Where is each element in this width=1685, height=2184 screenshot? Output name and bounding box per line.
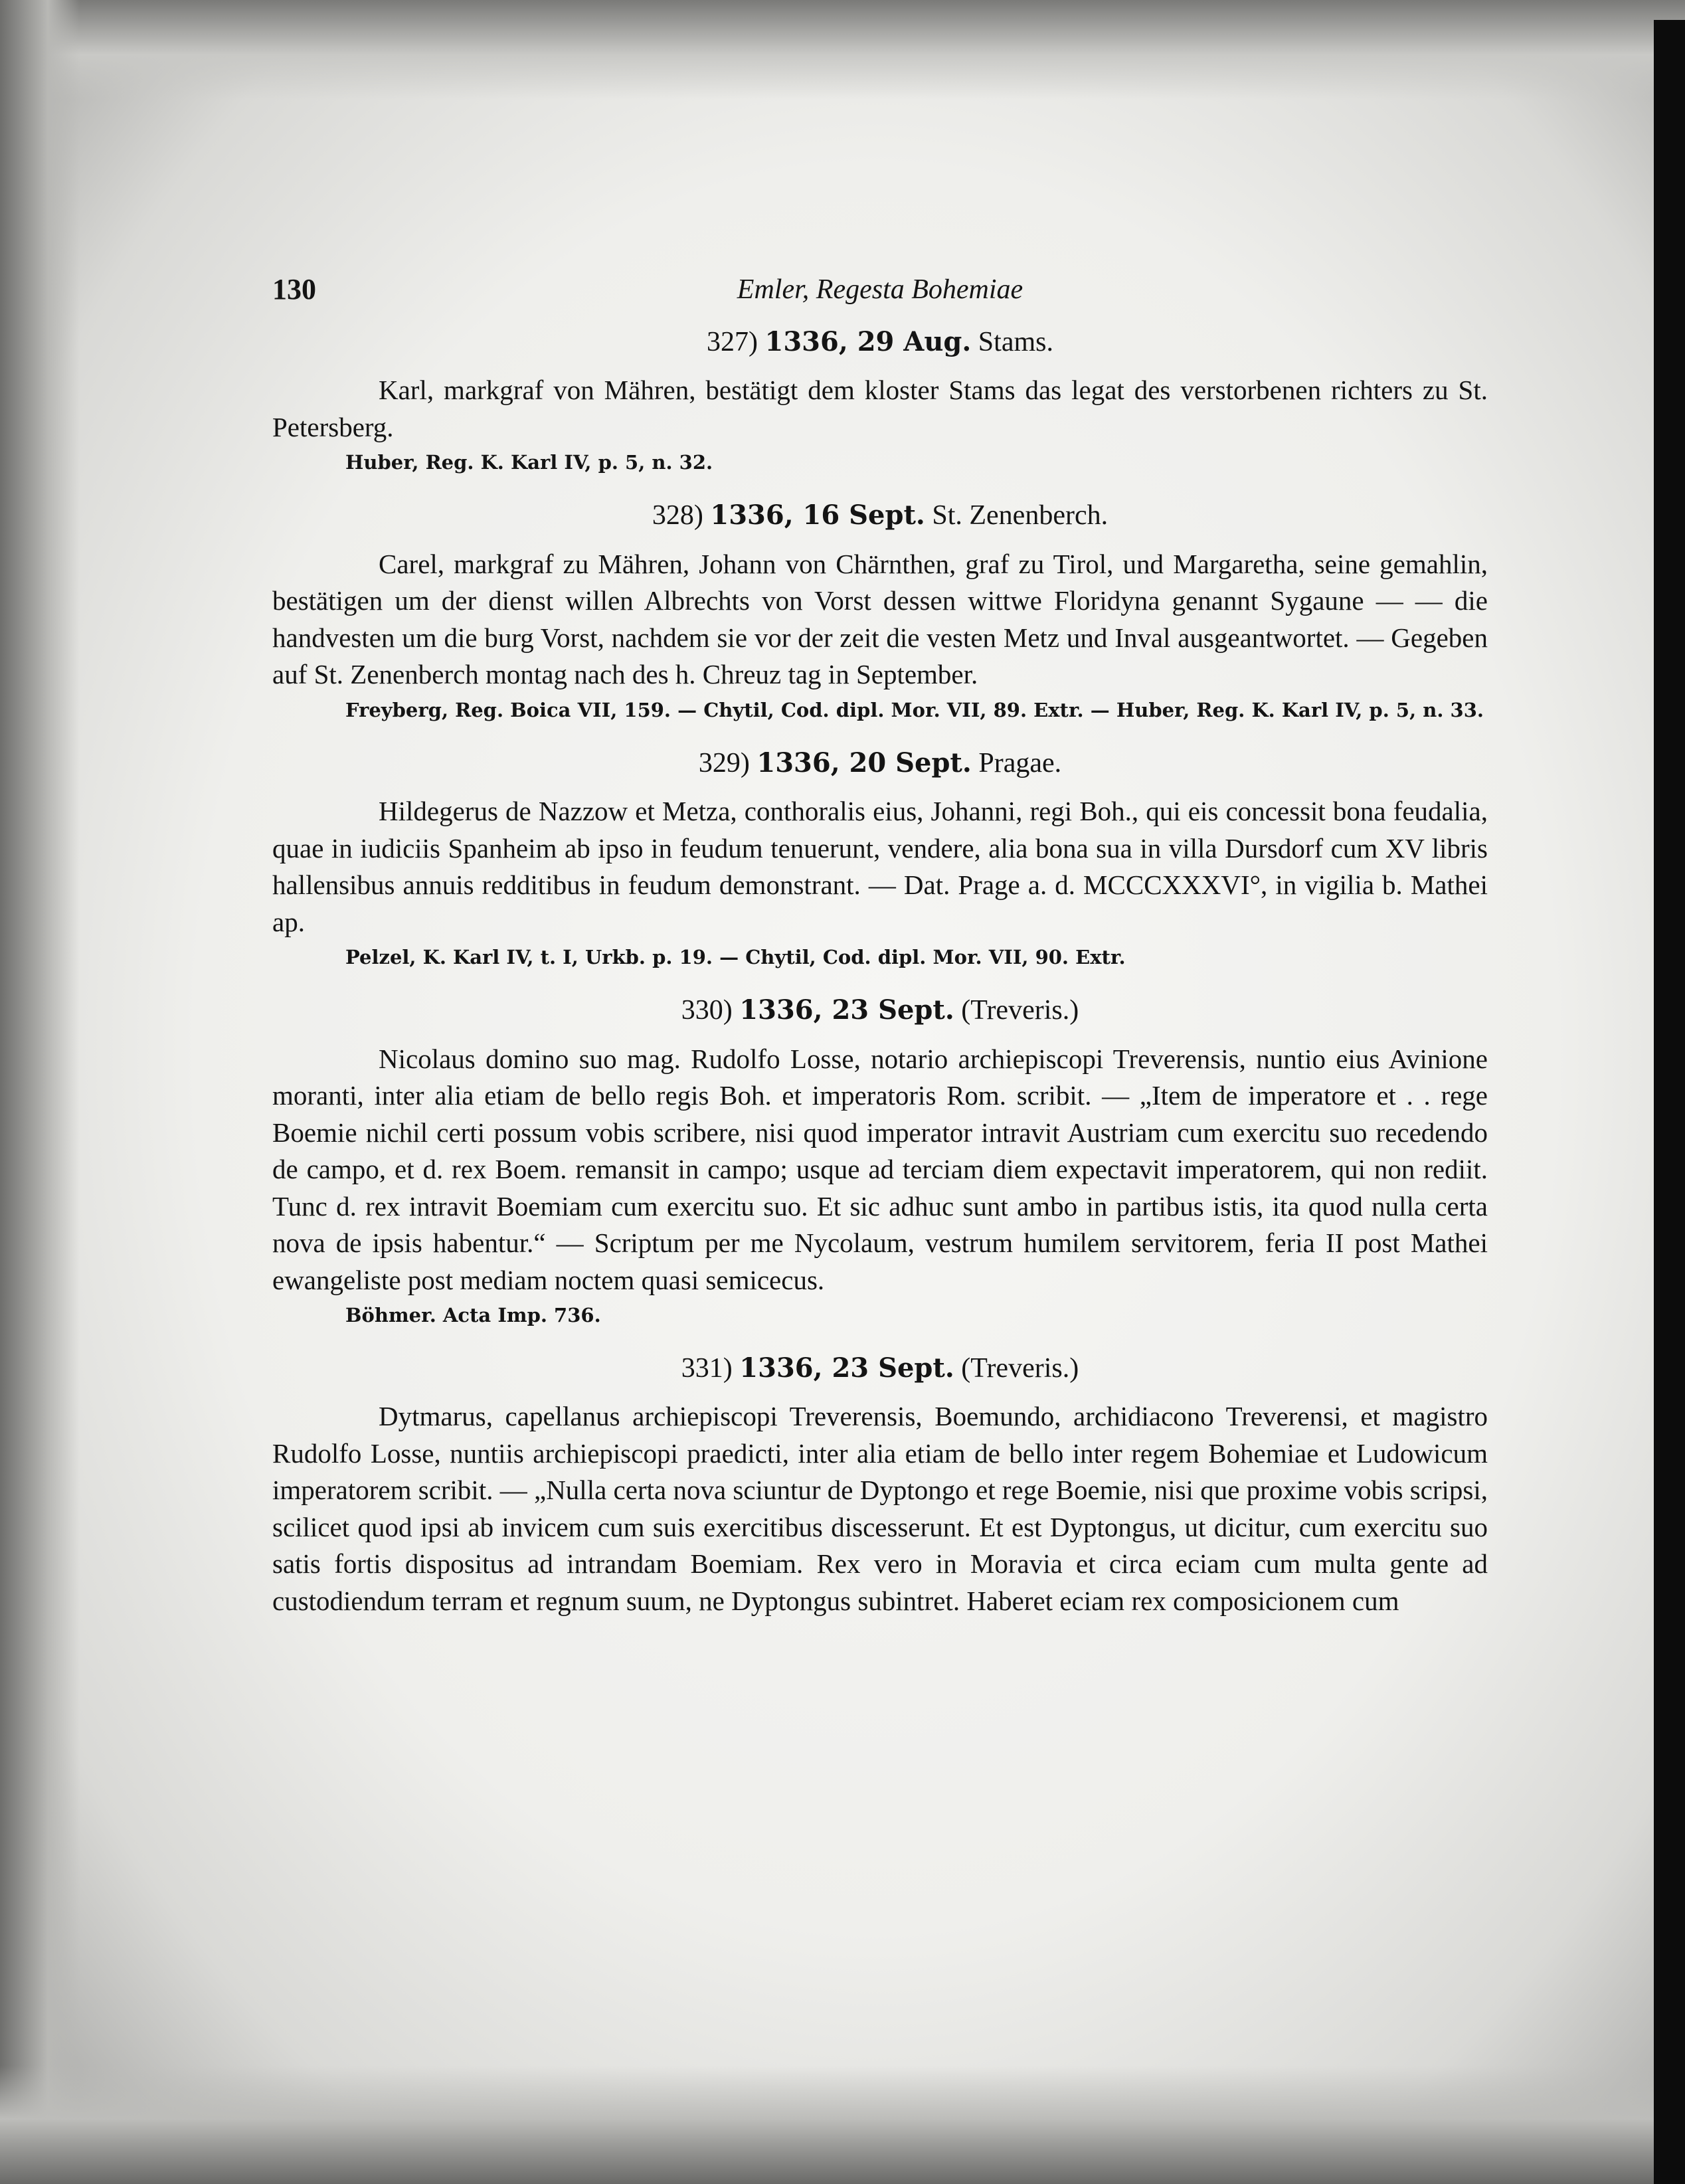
entry-place: (Treveris.)	[961, 995, 1079, 1026]
scan-border-right	[1654, 20, 1685, 2184]
entry-number: 328)	[652, 500, 703, 531]
entry-text: Karl, markgraf von Mähren, bestätigt dem kloster Stams das legat des verstorbenen richters zu St. Petersberg.	[272, 375, 1488, 442]
entry-number: 329)	[698, 747, 750, 778]
regest-entry-328	[272, 499, 1488, 722]
entry-date: 1336, 23 Sept.	[739, 1352, 954, 1384]
entry-source: Böhmer. Acta Imp. 736.	[345, 1304, 601, 1327]
entry-date: 1336, 29 Aug.	[764, 326, 972, 357]
regest-entry-330	[272, 994, 1488, 1328]
entry-date: 1336, 16 Sept.	[710, 500, 925, 531]
entry-number: 331)	[681, 1353, 733, 1384]
entry-heading	[272, 499, 1488, 532]
entry-number: 330)	[681, 995, 733, 1026]
spacer	[272, 970, 1488, 994]
scan-shadow-top	[0, 0, 1685, 100]
entry-number: 327)	[707, 327, 758, 357]
spacer	[272, 475, 1488, 499]
entry-source: Pelzel, K. Karl IV, t. I, Urkb. p. 19. — Chytil, Cod. dipl. Mor. VII, 90. Extr.	[345, 946, 1126, 969]
entry-place: (Treveris.)	[961, 1353, 1079, 1384]
entry-heading	[272, 994, 1488, 1027]
entry-heading	[272, 325, 1488, 359]
scan-shadow-left	[0, 0, 80, 2184]
entry-source: Huber, Reg. K. Karl IV, p. 5, n. 32.	[345, 451, 713, 474]
regest-entry-331	[272, 1352, 1488, 1619]
regest-entry-329	[272, 747, 1488, 970]
entry-heading	[272, 1352, 1488, 1385]
entry-text: Dytmarus, capellanus archiepiscopi Treverensis, Boemundo, archidiacono Treverensi, et magistro Rudolfo Losse, nuntiis archiepiscopi praedicti, inter alia etiam de bello inter regem Bohemiae et Ludowicum imperatorem scribit. — „Nulla certa nova sciuntur de Dyptongo et rege Boemie, nisi que proxime vobis scripsi, scilicet quod ipsi ab invicem cum suis exercitibus discesserunt. Et est Dyptongus, ut dicitur, cum exercitu suo satis fortis dispositus ad intrandam Boemiam. Rex vero in Moravia et circa eciam cum multa gente ad custodiendum terram et regnum suum, ne Dyptongus subintret. Haberet eciam rex composicionem cum	[272, 1401, 1488, 1616]
page-content	[272, 266, 1488, 1619]
entry-date: 1336, 23 Sept.	[739, 994, 954, 1026]
page-number: 130	[272, 273, 316, 306]
entry-place: Stams.	[978, 327, 1053, 357]
spacer	[272, 1328, 1488, 1352]
spacer	[272, 312, 1488, 325]
entry-place: St. Zenenberch.	[932, 500, 1109, 531]
running-head	[272, 266, 1488, 312]
entry-text: Carel, markgraf zu Mähren, Johann von Chärnthen, graf zu Tirol, und Margaretha, seine gemahlin, bestätigen um der dienst willen Albrechts von Vorst dessen wittwe Floridyna genannt Sygaune — — die handvesten um die burg Vorst, nachdem sie vor der zeit die vesten Metz und Inval ausgeantwortet. — Gegeben auf St. Zenenberch montag nach des h. Chreuz tag in September.	[272, 548, 1488, 690]
entry-heading	[272, 747, 1488, 780]
entry-source: Freyberg, Reg. Boica VII, 159. — Chytil, Cod. dipl. Mor. VII, 89. Extr. — Huber, Reg. K. Karl IV, p. 5, n. 33.	[345, 698, 1484, 721]
scan-shadow-bottom	[0, 2066, 1685, 2184]
regest-entry-327	[272, 325, 1488, 475]
entry-text: Hildegerus de Nazzow et Metza, conthoralis eius, Johanni, regi Boh., qui eis concessit bona feudalia, quae in iudiciis Spanheim ab ipso in feudum tenuerunt, vendere, alia bona sua in villa Dursdorf cum XV libris hallensibus annuis redditibus in feudum demonstrant. — Dat. Prage a. d. MCCCXXXVI°, in vigilia b. Mathei ap.	[272, 796, 1488, 937]
entry-text: Nicolaus domino suo mag. Rudolfo Losse, notario archiepiscopi Treverensis, nuntio eius Avinione moranti, inter alia etiam de bello regis Boh. et imperatoris Rom. scribit. — „Item de imperatore et . . rege Boemie nichil certi possum vobis scribere, nisi quod imperator intravit Austriam cum exercitu suo recedendo de campo, et d. rex Boem. remansit in campo; usque ad terciam diem expectavit imperatorem, qui non rediit. Tunc d. rex intravit Boemiam cum exercitu suo. Et sic adhuc sunt ambo in partibus istis, ita quod nulla certa nova de ipsis habentur.“ — Scriptum per me Nycolaum, vestrum humilem servitorem, feria II post Mathei ewangeliste post mediam noctem quasi semicecus.	[272, 1043, 1488, 1295]
entry-place: Pragae.	[978, 747, 1062, 778]
entry-date: 1336, 20 Sept.	[756, 747, 972, 778]
spacer	[272, 723, 1488, 747]
page-header-title: Emler, Regesta Bohemiae	[737, 274, 1023, 305]
